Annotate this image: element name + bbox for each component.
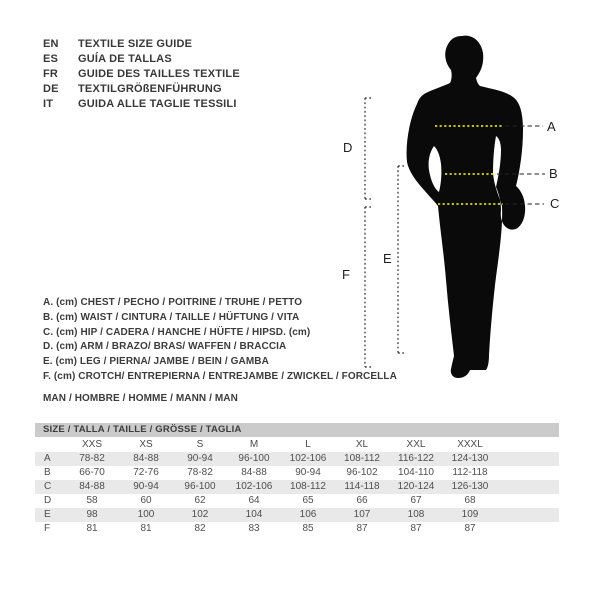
label-leg: E: [383, 251, 392, 266]
guide-title: TEXTILGRÖßENFÜHRUNG: [78, 83, 222, 95]
cell: 64: [248, 495, 260, 506]
language-code: IT: [43, 98, 54, 110]
table-row: [35, 452, 559, 466]
cell: 87: [410, 523, 422, 534]
legend-item-chest: A. (cm) CHEST / PECHO / POITRINE / TRUHE / PETTO: [43, 297, 303, 308]
language-row: [43, 67, 240, 82]
cell: 67: [410, 495, 422, 506]
cell: 66-70: [79, 467, 105, 478]
cell: 84-88: [133, 453, 159, 464]
filler-cell: [497, 494, 559, 508]
size-header-row: [35, 437, 559, 452]
size-column-header: XL: [355, 439, 369, 450]
cell: 96-100: [184, 481, 216, 492]
cell: 108-112: [344, 453, 380, 464]
cell: 85: [302, 523, 314, 534]
cell: 83: [248, 523, 260, 534]
size-table: [35, 423, 559, 536]
legend-item-hip: C. (cm) HIP / CADERA / HANCHE / HÜFTE / HIPSD. (cm): [43, 326, 311, 338]
cell: 72-76: [133, 467, 159, 478]
size-column-header: L: [305, 439, 311, 450]
language-row: [43, 37, 240, 52]
cell: 109: [461, 509, 479, 520]
filler-cell: [497, 480, 559, 494]
row-label: C: [44, 481, 52, 492]
legend-item-waist: B. (cm) WAIST / CINTURA / TAILLE / HÜFTUNG / VITA: [43, 311, 300, 323]
size-column-header: XXXL: [457, 439, 483, 450]
label-waist: B: [549, 166, 558, 181]
cell: 107: [353, 509, 371, 520]
size-column-header: XS: [139, 439, 153, 450]
row-label: F: [44, 523, 51, 534]
size-column-header: M: [249, 439, 259, 450]
legend-item-leg: E. (cm) LEG / PIERNA/ JAMBE / BEIN / GAMBA: [43, 356, 269, 368]
cell: 98: [86, 509, 98, 520]
size-table-grid: [35, 437, 559, 536]
cell: 126-130: [451, 481, 489, 492]
cell: 90-94: [133, 481, 159, 492]
row-label: A: [44, 453, 51, 464]
cell: 78-82: [187, 467, 213, 478]
filler-cell: [497, 508, 559, 522]
label-chest: A: [547, 119, 556, 134]
cell: 58: [86, 495, 98, 506]
guide-title: TEXTILE SIZE GUIDE: [78, 38, 193, 50]
cell: 96-100: [238, 453, 270, 464]
cell: 114-118: [344, 481, 380, 492]
cell: 102: [191, 509, 209, 520]
cell: 100: [137, 509, 155, 520]
row-label: D: [44, 495, 52, 506]
cell: 81: [86, 523, 98, 534]
cell: 120-124: [397, 481, 435, 492]
table-row: [35, 522, 559, 536]
cell: 124-130: [451, 453, 489, 464]
language-title-block: [43, 37, 240, 112]
language-code: FR: [43, 68, 59, 80]
label-hip: C: [550, 196, 560, 211]
guide-title: GUIDA ALLE TAGLIE TESSILI: [78, 98, 237, 110]
cell: 66: [356, 495, 368, 506]
man-silhouette-icon: [407, 36, 526, 378]
filler-cell: [497, 437, 559, 452]
cell: 60: [140, 495, 152, 506]
cell: 87: [356, 523, 368, 534]
language-code: DE: [43, 83, 59, 95]
gender-line: MAN / HOMBRE / HOMME / MANN / MAN: [43, 392, 238, 404]
language-code: ES: [43, 53, 59, 65]
cell: 87: [464, 523, 476, 534]
cell: 78-82: [79, 453, 105, 464]
cell: 90-94: [187, 453, 213, 464]
legend-item-crotch: F. (cm) CROTCH/ ENTREPIERNA / ENTREJAMBE / ZWICKEL / FORCELLA: [43, 370, 397, 382]
filler-cell: [497, 522, 559, 536]
size-column-header: S: [196, 439, 204, 450]
language-row: [43, 82, 240, 97]
cell: 112-118: [452, 467, 488, 478]
size-column-header: XXL: [406, 439, 426, 450]
language-row: [43, 52, 240, 67]
size-column-header: XXS: [81, 439, 102, 450]
label-crotch: F: [342, 267, 350, 282]
cell: 90-94: [295, 467, 321, 478]
corner-cell: [35, 437, 65, 452]
cell: 65: [302, 495, 314, 506]
language-row: [43, 97, 240, 112]
legend-item-arm: D. (cm) ARM / BRAZO/ BRAS/ WAFFEN / BRACCIA: [43, 341, 287, 353]
cell: 84-88: [241, 467, 267, 478]
cell: 102-106: [235, 481, 273, 492]
cell: 82: [194, 523, 206, 534]
cell: 104-110: [398, 467, 434, 478]
row-label: E: [44, 509, 51, 520]
guide-title: GUIDE DES TAILLES TEXTILE: [78, 68, 240, 80]
row-label: B: [44, 467, 51, 478]
label-arm: D: [343, 140, 353, 155]
table-row: [35, 494, 559, 508]
cell: 106: [299, 509, 317, 520]
filler-cell: [497, 452, 559, 466]
cell: 68: [464, 495, 476, 506]
cell: 96-102: [346, 467, 378, 478]
filler-cell: [497, 466, 559, 480]
cell: 108: [407, 509, 425, 520]
cell: 104: [245, 509, 263, 520]
cell: 62: [194, 495, 206, 506]
cell: 108-112: [290, 481, 326, 492]
measurement-legend: [43, 296, 397, 407]
cell: 81: [140, 523, 152, 534]
cell: 84-88: [79, 481, 105, 492]
language-code: EN: [43, 38, 59, 50]
guide-title: GUÍA DE TALLAS: [78, 53, 172, 65]
table-row: [35, 480, 559, 494]
table-row: [35, 508, 559, 522]
size-table-title: SIZE / TALLA / TAILLE / GRÖSSE / TAGLIA: [35, 423, 559, 437]
cell: 102-106: [289, 453, 327, 464]
cell: 116-122: [398, 453, 434, 464]
table-row: [35, 466, 559, 480]
